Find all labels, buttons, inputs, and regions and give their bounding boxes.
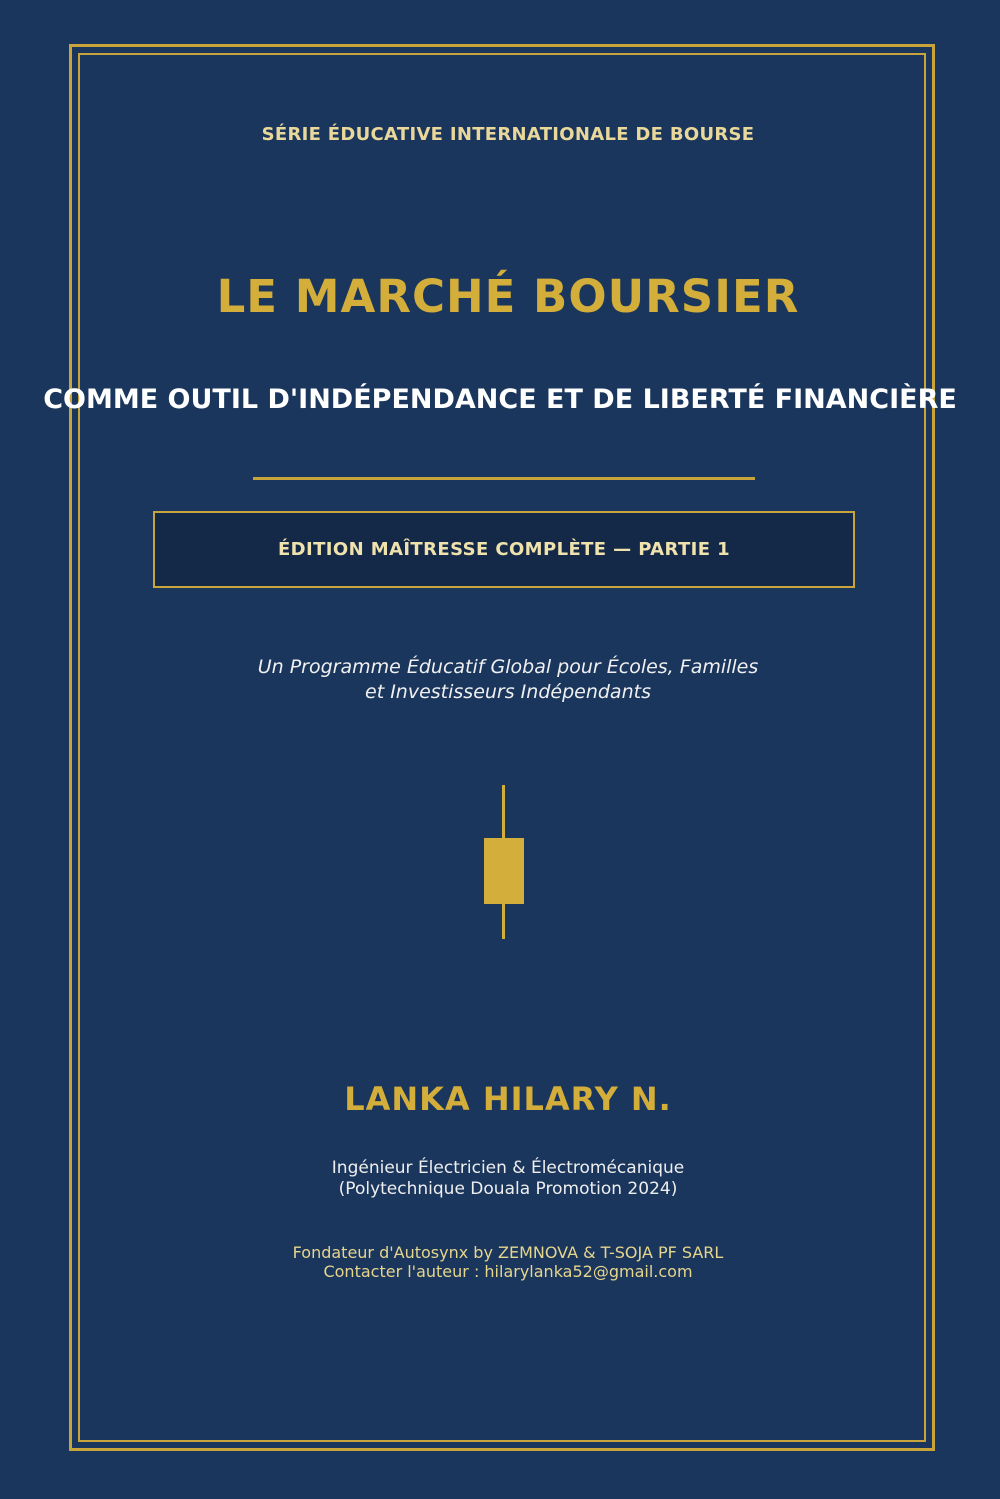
author-name: LANKA HILARY N.: [344, 1080, 672, 1118]
contact-line: Contacter l'auteur : hilarylanka52@gmail.com: [323, 1262, 693, 1281]
book-title: LE MARCHÉ BOURSIER: [216, 270, 800, 323]
tagline-line-1: Un Programme Éducatif Global pour Écoles, Familles: [257, 656, 759, 678]
inner-border: [78, 53, 926, 1442]
credentials-line-2: (Polytechnique Douala Promotion 2024): [338, 1179, 678, 1199]
book-subtitle: COMME OUTIL D'INDÉPENDANCE ET DE LIBERTÉ FINANCIÈRE: [43, 384, 957, 415]
series-label: SÉRIE ÉDUCATIVE INTERNATIONALE DE BOURSE: [261, 124, 755, 145]
author-credentials: [0, 1158, 1000, 1200]
credentials-line-1: Ingénieur Électricien & Électromécanique: [331, 1158, 685, 1178]
edition-label: ÉDITION MAÎTRESSE COMPLÈTE — PARTIE 1: [277, 539, 731, 560]
tagline-line-2: et Investisseurs Indépendants: [365, 681, 651, 703]
edition-banner: [153, 511, 855, 588]
divider: [253, 477, 755, 480]
candlestick-body: [484, 838, 524, 904]
tagline: [0, 655, 1000, 705]
author-contact: [0, 1243, 1000, 1281]
founder-line: Fondateur d'Autosynx by ZEMNOVA & T-SOJA PF SARL: [292, 1243, 724, 1262]
